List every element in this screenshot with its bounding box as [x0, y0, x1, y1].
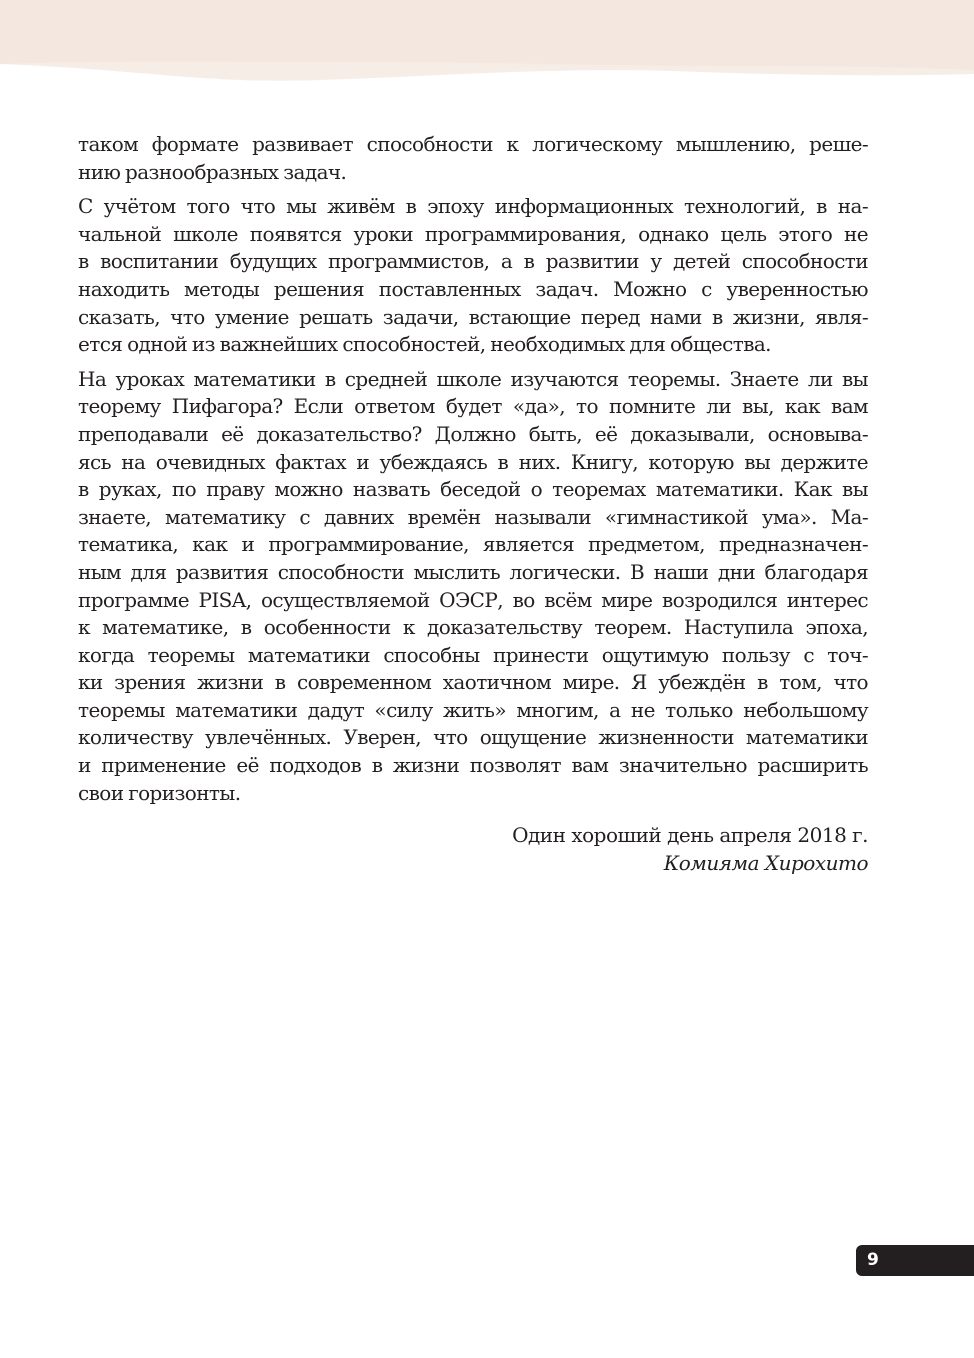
text-line: программе PISA, осуществляемой ОЭСР, во всём мире возродился интерес: [78, 587, 868, 612]
text-line: чальной школе появятся уроки программирования, однако цель этого не: [78, 221, 868, 246]
paragraph: [78, 131, 868, 186]
paragraph: [78, 193, 868, 359]
text-line: таком формате развивает способности к логическому мышлению, реше-: [78, 132, 868, 156]
text-line: С учётом того что мы живём в эпоху информационных технологий, в на-: [78, 194, 868, 219]
text-line: к математике, в особенности к доказательству теорем. Наступила эпоха,: [78, 615, 868, 640]
text-line: в руках, по праву можно назвать беседой о теоремах математики. Как вы: [78, 477, 868, 502]
text-line: количеству увлечённых. Уверен, что ощущение жизненности математики: [78, 725, 868, 750]
text-line: сказать, что умение решать задачи, встающие перед нами в жизни, явля-: [78, 304, 868, 329]
text-line: тематика, как и программирование, является предметом, предназначен-: [78, 532, 868, 557]
text-line: ется одной из важнейших способностей, необходимых для общества.: [78, 332, 771, 357]
text-line: свои горизонты.: [78, 780, 241, 805]
page-number: 9: [856, 1245, 974, 1276]
text-line: теоремы математики дадут «силу жить» многим, а не только небольшому: [78, 697, 868, 722]
text-line: находить методы решения поставленных задач. Можно с уверенностью: [78, 276, 868, 301]
text-line: На уроках математики в средней школе изучаются теоремы. Знаете ли вы: [78, 366, 868, 391]
text-line: нию разнообразных задач.: [78, 159, 347, 184]
text-line: ным для развития способности мыслить логически. В наши дни благодаря: [78, 559, 868, 584]
signature-block: [512, 822, 868, 877]
text-line: преподавали её доказательство? Должно быть, её доказывали, основыва-: [78, 421, 868, 446]
text-line: теорему Пифагора? Если ответом будет «да», то помните ли вы, как вам: [78, 394, 868, 419]
text-line: в воспитании будущих программистов, а в развитии у детей способности: [78, 249, 868, 274]
paragraph: [78, 366, 868, 808]
body-text: [78, 131, 868, 814]
text-line: знаете, математику с давних времён называли «гимнастикой ума». Ма-: [78, 504, 868, 529]
signature-author: Комияма Хирохито: [663, 850, 868, 875]
header-band-fill: [0, 0, 974, 70]
text-line: ки зрения жизни в современном хаотичном мире. Я убеждён в том, что: [78, 670, 868, 695]
text-line: когда теоремы математики способны принести ощутимую пользу с точ-: [78, 642, 868, 667]
text-line: и применение её подходов в жизни позволят вам значительно расширить: [78, 753, 868, 778]
decorative-header-band: [0, 0, 974, 90]
text-line: ясь на очевидных фактах и убеждаясь в них. Книгу, которую вы держите: [78, 449, 868, 474]
signature-date: Один хороший день апреля 2018 г.: [512, 823, 868, 847]
